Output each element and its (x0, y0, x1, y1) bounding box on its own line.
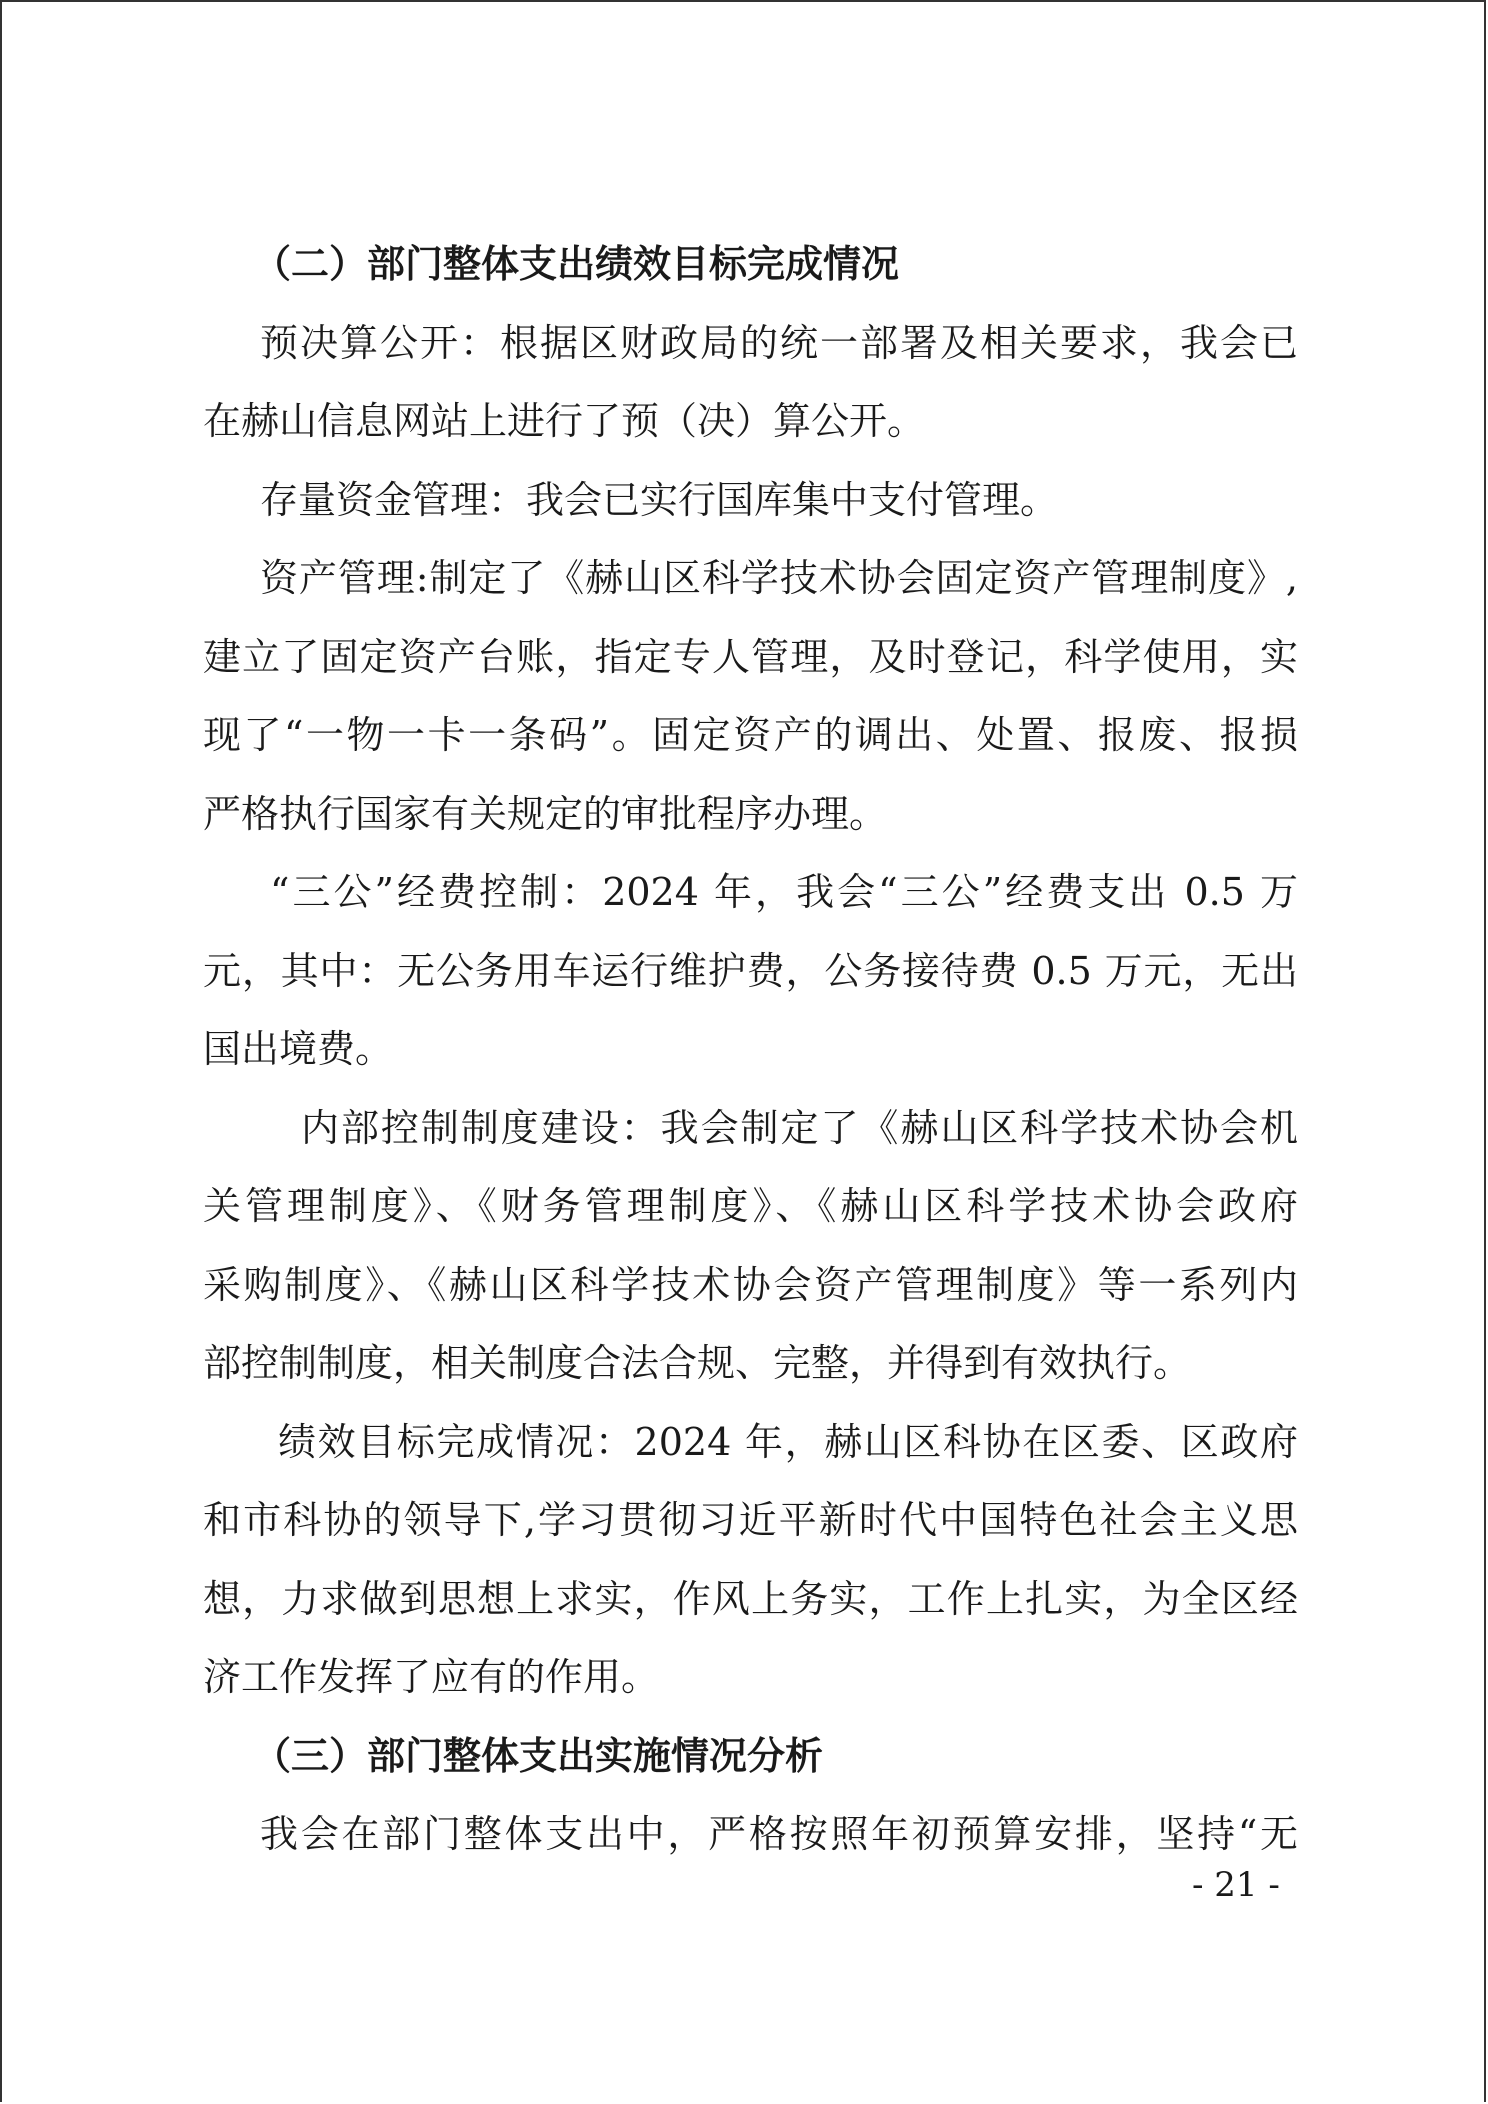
text-line: 关管理制度》、《财务管理制度》、《赫山区科学技术协会政府 (203, 1184, 1298, 1228)
paragraph-budget-disclosure (203, 304, 1298, 461)
paragraph-asset-management (203, 539, 1298, 853)
text-line: 严格执行国家有关规定的审批程序办理。 (203, 791, 888, 836)
text-line: 元，其中：无公务用车运行维护费，公务接待费 0.5 万元，无出 (203, 948, 1298, 993)
text-line: 我会在部门整体支出中，严格按照年初预算安排，坚持“无 (260, 1812, 1298, 1856)
text-line: 资产管理:制定了《赫山区科学技术协会固定资产管理制度》, (260, 556, 1298, 600)
document-body (203, 225, 1298, 1874)
text-line: 存量资金管理：我会已实行国库集中支付管理。 (260, 477, 1059, 522)
section-heading-2: （二）部门整体支出绩效目标完成情况 (253, 242, 900, 286)
paragraph-performance-goals (203, 1403, 1298, 1717)
text-line: 绩效目标完成情况：2024 年，赫山区科协在区委、区政府 (278, 1419, 1298, 1464)
text-line: 采购制度》、《赫山区科学技术协会资产管理制度》等一系列内 (203, 1262, 1298, 1307)
text-line: 部控制制度，相关制度合法合规、完整，并得到有效执行。 (203, 1341, 1192, 1385)
text-line: 建立了固定资产台账，指定专人管理，及时登记，科学使用，实 (203, 634, 1298, 679)
paragraph-internal-control (203, 1089, 1298, 1403)
text-line: 想，力求做到思想上求实，作风上务实，工作上扎实，为全区经 (203, 1576, 1298, 1621)
text-line: 济工作发挥了应有的作用。 (203, 1655, 660, 1699)
text-line: 国出境费。 (203, 1027, 394, 1071)
text-line: “三公”经费控制：2024 年，我会“三公”经费支出 0.5 万 (270, 870, 1298, 914)
page-number: - 21 - (1192, 1865, 1280, 1905)
text-line: 和市科协的领导下,学习贯彻习近平新时代中国特色社会主义思 (203, 1498, 1298, 1542)
paragraph-three-public-expenses (203, 853, 1298, 1089)
text-line: 在赫山信息网站上进行了预（决）算公开。 (203, 399, 926, 443)
text-line: 内部控制制度建设：我会制定了《赫山区科学技术协会机 (301, 1105, 1298, 1150)
text-line: 预决算公开：根据区财政局的统一部署及相关要求，我会已 (260, 320, 1298, 365)
section-heading-3: （三）部门整体支出实施情况分析 (253, 1733, 824, 1778)
paragraph-implementation (203, 1795, 1298, 1874)
text-line: 现了“一物一卡一条码”。固定资产的调出、处置、报废、报损 (203, 713, 1298, 757)
paragraph-fund-management (203, 461, 1298, 540)
